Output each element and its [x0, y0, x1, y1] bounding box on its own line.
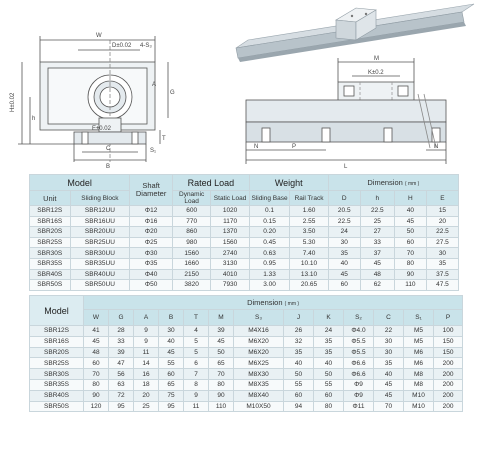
- table2-header-row2: [30, 310, 463, 326]
- table2-header-row1: [30, 296, 463, 310]
- cell: 50: [314, 369, 344, 380]
- cell: 35: [284, 347, 314, 358]
- cell: 2150: [172, 269, 210, 280]
- cell: 3.50: [290, 227, 328, 238]
- cell: 45: [394, 216, 426, 227]
- table-row: [30, 206, 459, 217]
- cell: SBR35UU: [70, 258, 130, 269]
- cell: 1560: [172, 248, 210, 259]
- cell: Φ6.6: [344, 369, 374, 380]
- header-dynamic-load: Dynamic Load: [172, 191, 210, 206]
- header-dimension-label: Dimension: [367, 178, 403, 187]
- header-rail-track: Rail Track: [290, 191, 328, 206]
- cell: 11: [184, 401, 209, 412]
- cell: 7930: [211, 280, 249, 291]
- table-row: [30, 248, 459, 259]
- cell: 45: [374, 390, 404, 401]
- cell: 90: [84, 390, 109, 401]
- cell: Φ40: [130, 269, 173, 280]
- cell: 22: [374, 326, 404, 337]
- cell: M10: [404, 401, 434, 412]
- cell: 1020: [211, 206, 249, 217]
- cell: 45: [159, 347, 184, 358]
- rail-render: [236, 4, 474, 62]
- cell: 24: [328, 227, 360, 238]
- cell: Φ50: [130, 280, 173, 291]
- cell: 55: [284, 379, 314, 390]
- cell: SBR50S: [30, 401, 84, 412]
- cell: 40: [314, 358, 344, 369]
- cell: 60: [159, 369, 184, 380]
- cell: 72: [109, 390, 134, 401]
- cell: 35: [328, 248, 360, 259]
- cell: 60: [284, 390, 314, 401]
- header-weight: Weight: [249, 175, 328, 191]
- cell: 1370: [211, 227, 249, 238]
- cell: 40: [328, 258, 360, 269]
- cell: 47.5: [426, 280, 458, 291]
- cell: 9: [134, 336, 159, 347]
- header-col: K: [314, 310, 344, 326]
- cell: 75: [159, 390, 184, 401]
- cell: Φ25: [130, 237, 173, 248]
- cell: SBR30UU: [70, 248, 130, 259]
- header-col: C: [374, 310, 404, 326]
- cell: SBR35S: [30, 379, 84, 390]
- label-C: C: [106, 146, 111, 152]
- cell: M5: [404, 336, 434, 347]
- cell: 40: [284, 358, 314, 369]
- label-B: B: [106, 164, 111, 170]
- cell: SBR25S: [30, 358, 84, 369]
- table-row: [30, 258, 459, 269]
- cell: SBR12UU: [70, 206, 130, 217]
- cell: 47: [109, 358, 134, 369]
- cell: SBR30S: [30, 369, 84, 380]
- cell: Φ9: [344, 390, 374, 401]
- table2-body: [30, 326, 463, 412]
- header-dimension-label: Dimension: [247, 298, 283, 307]
- label-A: A: [152, 82, 157, 88]
- cell: 2740: [211, 248, 249, 259]
- cell: Φ16: [130, 216, 173, 227]
- cell: 65: [159, 379, 184, 390]
- cell: SBR40UU: [70, 269, 130, 280]
- cell: 63: [109, 379, 134, 390]
- cell: 70: [209, 369, 234, 380]
- header-H: H: [394, 191, 426, 206]
- cell: 16: [134, 369, 159, 380]
- cell: M10: [404, 390, 434, 401]
- header-col: J: [284, 310, 314, 326]
- cell: 200: [434, 379, 463, 390]
- table-row: [30, 401, 463, 412]
- cell: 39: [209, 326, 234, 337]
- header-static-load: Static Load: [211, 191, 249, 206]
- cell: 6: [184, 358, 209, 369]
- cell: 33: [360, 237, 394, 248]
- header-unit: Unit: [30, 191, 71, 206]
- cell: 50: [209, 347, 234, 358]
- cell: 80: [394, 258, 426, 269]
- header-col: P: [434, 310, 463, 326]
- cell: 30: [374, 336, 404, 347]
- cell: 20.5: [328, 206, 360, 217]
- cell: 200: [434, 390, 463, 401]
- cell: 45: [209, 336, 234, 347]
- header-sliding-base: Sliding Base: [249, 191, 290, 206]
- label-K: K±0.2: [368, 70, 384, 76]
- header-col: M: [209, 310, 234, 326]
- label-S1: S₁: [150, 148, 157, 154]
- cell: 40: [159, 336, 184, 347]
- table-row: [30, 326, 463, 337]
- cell: 3.00: [249, 280, 290, 291]
- header-rated-load: Rated Load: [172, 175, 249, 191]
- cell: 22.5: [426, 227, 458, 238]
- cell: 200: [434, 369, 463, 380]
- cell: M5: [404, 326, 434, 337]
- cell: 37: [360, 248, 394, 259]
- cell: 18: [134, 379, 159, 390]
- label-h: h: [32, 116, 36, 122]
- table-row: [30, 269, 459, 280]
- spec-table-load-weight: [29, 174, 459, 291]
- cell: 60: [328, 280, 360, 291]
- header-dimension-unit: ( mm ): [284, 301, 300, 307]
- cell: 70: [394, 248, 426, 259]
- cell: 60: [394, 237, 426, 248]
- cell: M10X50: [234, 401, 284, 412]
- cell: 15: [426, 206, 458, 217]
- header-model: Model: [30, 175, 130, 191]
- label-H: H±0.02: [10, 92, 16, 112]
- header-col: G: [109, 310, 134, 326]
- cell: 32: [284, 336, 314, 347]
- cell: 94: [284, 401, 314, 412]
- cell: 8: [184, 379, 209, 390]
- cell: Φ11: [344, 401, 374, 412]
- cell: 1660: [172, 258, 210, 269]
- cell: 980: [172, 237, 210, 248]
- cell: 35: [314, 336, 344, 347]
- table1-body: [30, 206, 459, 291]
- cell: M6: [404, 358, 434, 369]
- cell: 860: [172, 227, 210, 238]
- table-row: [30, 358, 463, 369]
- cell: SBR20UU: [70, 227, 130, 238]
- label-N-right: N: [434, 144, 439, 150]
- cell: 45: [360, 258, 394, 269]
- header-E: E: [426, 191, 458, 206]
- cell: SBR12S: [30, 326, 84, 337]
- label-N-left: N: [254, 144, 259, 150]
- table-row: [30, 227, 459, 238]
- label-D: D±0.02: [112, 43, 132, 49]
- cell: Φ4.0: [344, 326, 374, 337]
- cell: 20: [134, 390, 159, 401]
- cell: 9: [134, 326, 159, 337]
- cell: 62: [360, 280, 394, 291]
- cell: 70: [374, 401, 404, 412]
- cell: 50: [394, 227, 426, 238]
- cell: 100: [434, 326, 463, 337]
- cell: SBR20S: [30, 227, 71, 238]
- cell: 80: [314, 401, 344, 412]
- header-model: Model: [30, 296, 84, 326]
- label-G: G: [170, 90, 175, 96]
- cell: M8X35: [234, 379, 284, 390]
- cell: 200: [434, 358, 463, 369]
- cell: Φ12: [130, 206, 173, 217]
- cell: 1.33: [249, 269, 290, 280]
- cell: 5: [184, 336, 209, 347]
- cell: 35: [426, 258, 458, 269]
- cell: SBR40S: [30, 269, 71, 280]
- table1-header-row1: [30, 175, 459, 191]
- cell: 48: [84, 347, 109, 358]
- label-P: P: [292, 144, 297, 150]
- cell: 110: [394, 280, 426, 291]
- drawing-svg: [0, 0, 488, 175]
- header-col: T: [184, 310, 209, 326]
- cell: SBR12S: [30, 206, 71, 217]
- cell: 22.5: [328, 216, 360, 227]
- cell: M6X20: [234, 336, 284, 347]
- cell: 4: [184, 326, 209, 337]
- table-row: [30, 280, 459, 291]
- header-col: B: [159, 310, 184, 326]
- cell: 90: [209, 390, 234, 401]
- cell: 20.65: [290, 280, 328, 291]
- cell: SBR50S: [30, 280, 71, 291]
- cell: 22.5: [360, 206, 394, 217]
- cell: SBR16S: [30, 336, 84, 347]
- cell: M8: [404, 369, 434, 380]
- cell: 0.45: [249, 237, 290, 248]
- cell: Φ5.5: [344, 347, 374, 358]
- cell: 27: [360, 227, 394, 238]
- cell: 35: [314, 347, 344, 358]
- cell: 150: [434, 347, 463, 358]
- cell: SBR30S: [30, 248, 71, 259]
- cell: 48: [360, 269, 394, 280]
- cell: 95: [109, 401, 134, 412]
- cell: 7.40: [290, 248, 328, 259]
- cell: Φ20: [130, 227, 173, 238]
- cell: 14: [134, 358, 159, 369]
- cell: 200: [434, 401, 463, 412]
- table-row: [30, 237, 459, 248]
- cell: 45: [84, 336, 109, 347]
- spec-table-dimensions: [29, 295, 463, 412]
- cell: Φ30: [130, 248, 173, 259]
- cell: M8: [404, 379, 434, 390]
- cell: 5: [184, 347, 209, 358]
- cell: 110: [209, 401, 234, 412]
- cell: 27.5: [426, 237, 458, 248]
- cell: 60: [314, 390, 344, 401]
- cell: 40: [394, 206, 426, 217]
- cell: 55: [314, 379, 344, 390]
- table1-header-row2: [30, 191, 459, 206]
- cell: 24: [314, 326, 344, 337]
- cell: M8X30: [234, 369, 284, 380]
- cell: 120: [84, 401, 109, 412]
- side-view-drawing: [246, 58, 446, 164]
- cell: 70: [84, 369, 109, 380]
- cross-section-drawing: [18, 36, 168, 162]
- cell: 95: [159, 401, 184, 412]
- cell: 30: [426, 248, 458, 259]
- cell: 30: [159, 326, 184, 337]
- cell: SBR20S: [30, 347, 84, 358]
- cell: 20: [426, 216, 458, 227]
- cell: 30: [328, 237, 360, 248]
- cell: 10.10: [290, 258, 328, 269]
- cell: Φ5.5: [344, 336, 374, 347]
- cell: 25: [360, 216, 394, 227]
- cell: Φ9: [344, 379, 374, 390]
- label-T: T: [162, 136, 166, 142]
- cell: SBR25S: [30, 237, 71, 248]
- cell: 55: [159, 358, 184, 369]
- cell: 65: [209, 358, 234, 369]
- table-row: [30, 347, 463, 358]
- cell: 2.55: [290, 216, 328, 227]
- header-dimension-unit: ( mm ): [404, 181, 420, 187]
- label-M: M: [374, 56, 379, 62]
- cell: 11: [134, 347, 159, 358]
- cell: 45: [374, 379, 404, 390]
- cell: M6X25: [234, 358, 284, 369]
- cell: 50: [284, 369, 314, 380]
- table-row: [30, 379, 463, 390]
- header-col: S₂: [344, 310, 374, 326]
- cell: 9: [184, 390, 209, 401]
- cell: 1.60: [290, 206, 328, 217]
- cell: Φ35: [130, 258, 173, 269]
- cell: M4X16: [234, 326, 284, 337]
- label-L: L: [344, 164, 348, 170]
- cell: 0.95: [249, 258, 290, 269]
- cell: 28: [109, 326, 134, 337]
- label-E: E±0.02: [92, 126, 111, 132]
- label-W: W: [96, 33, 102, 39]
- cell: 150: [434, 336, 463, 347]
- cell: SBR25UU: [70, 237, 130, 248]
- cell: 770: [172, 216, 210, 227]
- cell: Φ6.6: [344, 358, 374, 369]
- cell: 56: [109, 369, 134, 380]
- cell: 7: [184, 369, 209, 380]
- cell: SBR16S: [30, 216, 71, 227]
- cell: 4010: [211, 269, 249, 280]
- header-col: A: [134, 310, 159, 326]
- cell: 80: [84, 379, 109, 390]
- cell: 30: [374, 347, 404, 358]
- cell: 25: [134, 401, 159, 412]
- header-sliding-block: Sliding Block: [70, 191, 130, 206]
- cell: M8X40: [234, 390, 284, 401]
- cell: 0.1: [249, 206, 290, 217]
- cell: 80: [209, 379, 234, 390]
- header-shaft-diameter: Shaft Diameter: [130, 175, 173, 206]
- cell: SBR50UU: [70, 280, 130, 291]
- cell: 37.5: [426, 269, 458, 280]
- cell: 0.63: [249, 248, 290, 259]
- header-col: S₁: [404, 310, 434, 326]
- cell: M6: [404, 347, 434, 358]
- cell: M6X20: [234, 347, 284, 358]
- header-col: S₃: [234, 310, 284, 326]
- cell: 60: [84, 358, 109, 369]
- cell: 1560: [211, 237, 249, 248]
- cell: 35: [374, 358, 404, 369]
- cell: 0.15: [249, 216, 290, 227]
- cell: 13.10: [290, 269, 328, 280]
- cell: 33: [109, 336, 134, 347]
- cell: 3130: [211, 258, 249, 269]
- header-col: W: [84, 310, 109, 326]
- label-S3: 4-S₃: [140, 43, 152, 49]
- cell: 45: [328, 269, 360, 280]
- technical-drawings: [0, 0, 488, 175]
- header-dimension: [328, 175, 458, 191]
- cell: 5.30: [290, 237, 328, 248]
- cell: SBR16UU: [70, 216, 130, 227]
- table-row: [30, 216, 459, 227]
- cell: 90: [394, 269, 426, 280]
- cell: 26: [284, 326, 314, 337]
- table-row: [30, 369, 463, 380]
- header-h: h: [360, 191, 394, 206]
- table-row: [30, 390, 463, 401]
- header-D: D: [328, 191, 360, 206]
- cell: 3820: [172, 280, 210, 291]
- table-row: [30, 336, 463, 347]
- cell: 1170: [211, 216, 249, 227]
- cell: 0.20: [249, 227, 290, 238]
- cell: 600: [172, 206, 210, 217]
- header-dimension: [84, 296, 463, 310]
- cell: 41: [84, 326, 109, 337]
- cell: SBR40S: [30, 390, 84, 401]
- cell: SBR35S: [30, 258, 71, 269]
- cell: 39: [109, 347, 134, 358]
- cell: 40: [374, 369, 404, 380]
